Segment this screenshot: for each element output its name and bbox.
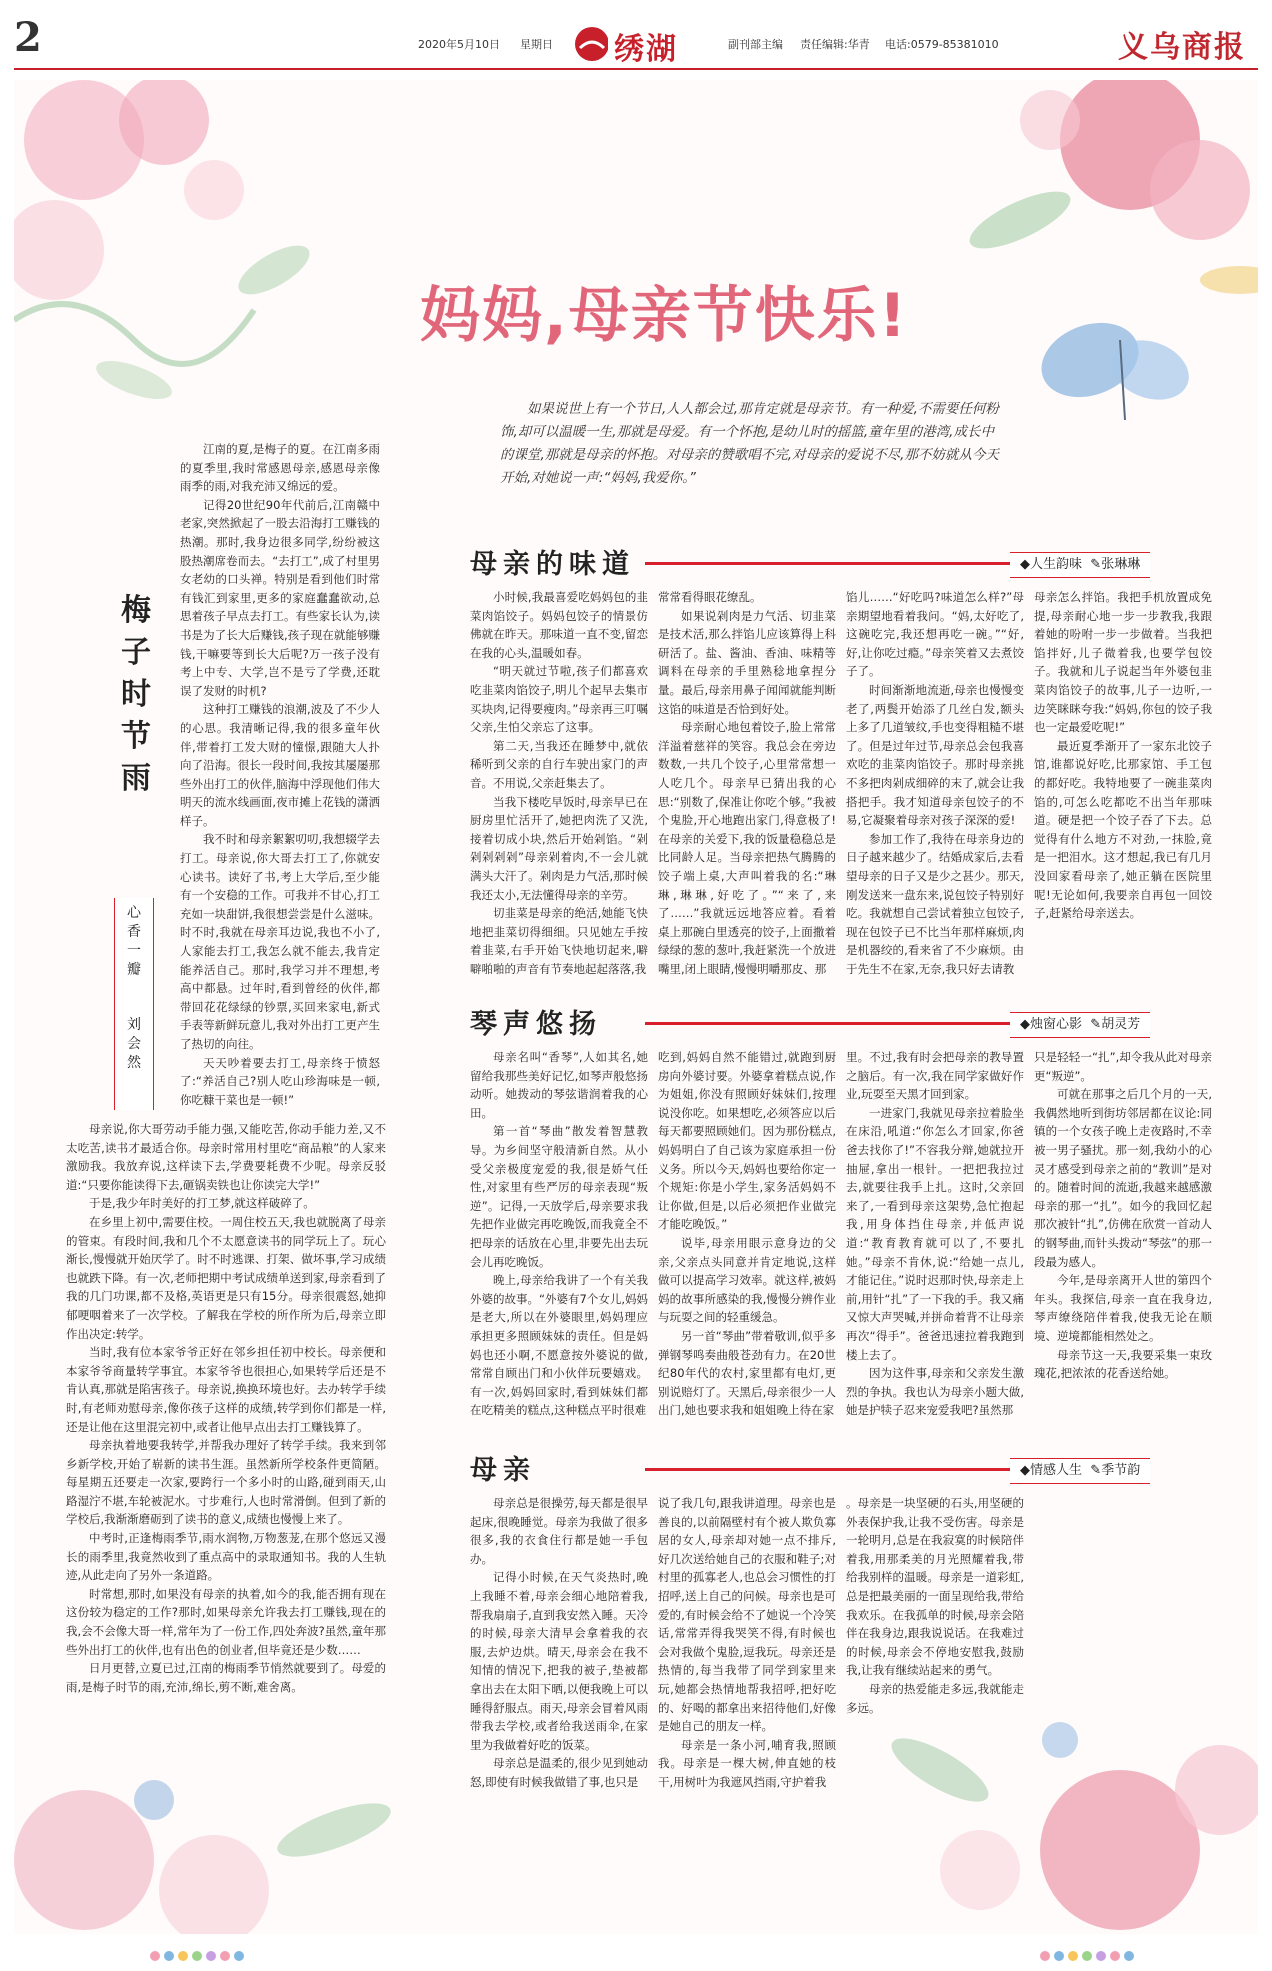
paragraph: 于是,我少年时美好的打工梦,就这样破碎了。	[89, 1196, 315, 1211]
paragraph: 另一首“琴曲”带着敬训,似乎多弹钢琴鸣奏曲般苍劲有力。在20世纪80年代的农村,家里都有电灯,更别说赔灯了。天黑后,母亲很少一人出门,她也要求我和姐姐晚上待在家	[658, 1328, 836, 1418]
paragraph: 里。不过,我有时会把母亲的教导置之脑后。有一次,我在同学家做好作业,玩耍至天黑才回到家。	[846, 1050, 1024, 1102]
paragraph: 如果说剁肉是力气活、切韭菜是技术活,那么拌馅儿应该算得上科研活了。盐、酱油、香油、味精等调料在母亲的手里熟稔地拿捏分量。最后,母亲用鼻子闻闻就能判断这馅的味道是否恰到好处。	[658, 608, 836, 716]
page-number: 2	[14, 14, 42, 61]
paragraph: 参加工作了,我待在母亲身边的日子越来越少了。结婚成家后,去看望母亲的日子又是少之甚少。那天,刚发送来一盘东来,说包饺子特别好吃。我就想自己尝试着独立包饺子,现在包饺子已不比当年那样麻烦,肉是机器绞的,看来省了不少麻烦。由于先生不在家,无奈,我只好去请教	[846, 831, 1024, 976]
footer-dot-icon	[234, 1951, 244, 1961]
paragraph: 母亲节这一天,我要采集一束玫瑰花,把浓浓的花香送给她。	[1034, 1347, 1212, 1381]
article-1-column-4	[1034, 588, 1212, 923]
paragraph: 母亲执着地要我转学,并帮我办理好了转学手续。我来到邻乡新学校,开始了崭新的读书生涯。虽然新所学校条件更简陋。每星期五还要走一次家,要跨行一个多小时的山路,碰到雨天,山路湿泞不堪,车轮被泥水。寸步难行,人也时常滑倒。但到了新的学校后,我渐渐磨砺到了读书的意义,成绩也慢慢上来了。	[66, 1438, 386, 1527]
paragraph: 时间渐渐地流逝,母亲也慢慢变老了,两鬓开始添了几丝白发,额头上多了几道皱纹,手也变得粗糙不堪了。但是过年过节,母亲总会包我喜欢吃的韭菜肉馅饺子。那时母亲挑不多把肉剁成细碎的末了,就会让我搭把手。我才知道母亲包饺子的不易,它凝聚着母亲对孩子深深的爱!	[846, 682, 1024, 828]
paragraph: 最近夏季渐开了一家东北饺子馆,谁都说好吃,比那家馆、手工包的都好吃。我特地要了一碗韭菜肉馅的,可怎么吃都吃不出当年那味道。硬是把一个饺子吞了下去。总觉得有什么地方不对劲,一抹脸,竟是一把泪水。这才想起,我已有几月没回家看母亲了,她正躺在医院里呢!无论如何,我要亲自再包一回饺子,赶紧给母亲送去。	[1034, 738, 1212, 921]
paragraph: 。母亲是一块坚硬的石头,用坚硬的外表保护我,让我不受伤害。母亲是一轮明月,总是在我寂寞的时候陪伴着我,用那柔美的月光照耀着我,带给我别样的温暖。母亲是一道彩虹,总是把最美丽的一面呈现给我,带给我欢乐。在我孤单的时候,母亲会陪伴在我身边,跟我说说话。在我难过的时候,母亲会不停地安慰我,鼓励我,让我有继续站起来的勇气。	[846, 1496, 1024, 1678]
header-rule	[14, 68, 1258, 70]
side-column-name: 心香一瓣	[127, 905, 141, 978]
page-header	[0, 0, 1272, 78]
article-1-rule	[645, 562, 1010, 565]
paragraph: 因为这件事,母亲和父亲发生激烈的争执。我也认为母亲小题大做,她是护犊子忍来宠爱我吧?虽然那	[846, 1366, 1024, 1418]
footer-dot-icon	[206, 1951, 216, 1961]
paragraph: 一进家门,我就见母亲拉着脸坐在床沿,吼道:“你怎么才回家,你爸爸去找你了!”不容我分辩,她就拉开抽屉,拿出一根针。一把把我拉过去,就要往我手上扎。这时,父亲回来了,一看到母亲这架势,急忙抱起我,用身体挡住母亲,并低声说道:“教育教育就可以了,不要扎她。”母亲不肯休,说:“给她一点儿,才能记住。”说时迟那时快,母亲走上前,用针“扎”了一下我的手。我又痛又惊大声哭喊,并拼命着背不让母亲再次“得手”。爸爸迅速拉着我跑到楼上去了。	[846, 1105, 1024, 1362]
article-3-column: 情感人生	[1030, 1463, 1083, 1478]
flower-top-left-icon	[14, 80, 354, 500]
footer-dot-icon	[150, 1951, 160, 1961]
article-1-title: 母亲的味道	[470, 549, 635, 580]
paragraph: 在乡里上初中,需要住校。一周住校五天,我也就脱离了母亲的管束。有段时间,我和几个不太愿意读书的同学玩上了。玩心渐长,慢慢就开始厌学了。时不时逃课、打架、做坏事,学习成绩也就跌下降。有一次,老师把期中考试成绩单送到家,母亲看到了我的几门功课,都不及格,英语更是只有15分。母亲很震怒,她抑郁哽咽着来了一次学校。了解我在学校的所作所为后,母亲立即作出决定:转学。	[66, 1214, 386, 1341]
paragraph: 吃到,妈妈自然不能错过,就跑到厨房向外婆讨要。外婆拿着糕点说,作为姐姐,你没有照顾好妹妹们,按理说没你吃。如果想吃,必须答应以后每天都要照顾她们。因为那份糕点,妈妈明白了自己该为家庭承担一份义务。所以今天,妈妈也要给你定一个规矩:你是小学生,家务活妈妈不让你做,但是,以后必须把作业做完才能吃晚饭。”	[658, 1050, 836, 1232]
chief-editor: 副刊部主编	[728, 38, 783, 51]
article-2-author: 胡灵芳	[1101, 1017, 1141, 1032]
paragraph: 第二天,当我还在睡梦中,就依稀听到父亲的自行车驶出家门的声音。不用说,父亲赶集去了。	[470, 738, 648, 790]
article-3-title: 母亲	[470, 1455, 536, 1486]
paragraph: 江南的夏,是梅子的夏。在江南多雨的夏季里,我时常感恩母亲,感恩母亲像雨季的雨,对我充沛又绵远的爱。	[180, 442, 380, 494]
article-2-rule	[645, 1022, 1010, 1025]
flower-bottom-left-icon	[14, 1740, 434, 1934]
paragraph: 馅儿……“好吃吗?味道怎么样?”母亲期望地看着我问。“妈,太好吃了,这碗吃完,我还想再吃一碗。”“好,好,让你吃过瘾。”母亲笑着又去煮饺子了。	[846, 590, 1024, 679]
article-1-header	[470, 540, 1206, 580]
feature-intro: 如果说世上有一个节日,人人都会过,那肯定就是母亲节。有一种爱,不需要任何粉饰,却可以温暖一生,那就是母爱。有一个怀抱,是幼儿时的摇篮,童年里的港湾,成长中的课堂,那就是母亲的怀抱。对母亲的赞歌唱不完,对母亲的爱说不尽,那不妨就从今天开始,对她说一声:“妈妈,我爱你。”	[500, 401, 999, 486]
paragraph: 今年,是母亲离开人世的第四个年头。我探信,母亲一直在我身边,琴声缭绕陪伴着我,使我无论在顺境、逆境都能相然处之。	[1034, 1273, 1212, 1343]
editor-phone: 电话:0579-85381010	[885, 38, 999, 51]
paragraph: 母亲的热爱能走多远,我就能走多远。	[846, 1681, 1024, 1715]
article-1-column-3	[846, 588, 1024, 978]
feature-title: 妈妈,母亲节快乐!	[420, 281, 909, 351]
paragraph: 当时,我有位本家爷爷正好在邻乡担任初中校长。母亲便和本家爷爷商量转学事宜。本家爷爷也很担心,如果转学后还是不肯认真,那就是陷害孩子。母亲说,换换环境也好。去办转学手续时,有老师劝慰母亲,像你孩子这样的成绩,转学到你们都是一样,还是让他在这里混完初中,或者让他早点出去打工赚钱算了。	[66, 1345, 386, 1434]
paragraph: 记得小时候,在天气炎热时,晚上我睡不着,母亲会细心地陪着我,帮我扇扇子,直到我安然入睡。天冷的时候,母亲大清早会拿着我的衣服,去炉边烘。晴天,母亲会在我不知情的情况下,把我的被子,垫被都拿出去在太阳下晒,以便我晚上可以睡得舒服点。雨天,母亲会冒着风雨带我去学校,或者给我送雨伞,在家里为我做着好吃的饭菜。	[470, 1570, 648, 1752]
article-1-column: 人生韵味	[1030, 557, 1083, 572]
footer-dot-icon	[1054, 1951, 1064, 1961]
footer-dot-icon	[1068, 1951, 1078, 1961]
paragraph: 母亲总是温柔的,很少见到她动怒,即使有时候我做错了事,也只是	[470, 1756, 648, 1789]
side-article-column-bottom	[66, 1120, 386, 1696]
article-2-column-1	[470, 1048, 648, 1420]
paragraph: 母亲说,你大哥劳动手能力强,又能吃苦,你动手能力差,又不太吃苦,读书才最适合你。母亲时常用村里吃“商品粮”的人家来激励我。我放弃说,这样读下去,学费要耗费不少呢。母亲反驳道:“只要你能读得下去,砸锅卖铁也让你读完大学!”	[66, 1122, 386, 1192]
article-3-author: 季节韵	[1101, 1463, 1141, 1478]
paragraph: 天天吵着要去打工,母亲终于愤怒了:“养活自己?别人吃山珍海味是一顿,你吃糠干菜也是一顿!”	[180, 1055, 380, 1107]
article-2-byline: ◆烛窗心影 ✎胡灵芳	[1010, 1012, 1150, 1038]
footer-dot-icon	[178, 1951, 188, 1961]
responsible-editor: 责任编辑:华青	[800, 38, 870, 51]
paragraph: 母亲名叫“香琴”,人如其名,她留给我那些美好记忆,如琴声般悠扬动听。她拨动的琴弦谐润着我的心田。	[470, 1050, 648, 1120]
article-3-column-1	[470, 1494, 648, 1792]
article-3-byline: ◆情感人生 ✎季节韵	[1010, 1458, 1150, 1484]
article-2-column-4	[1034, 1048, 1212, 1383]
paragraph: 小时候,我最喜爱吃妈妈包的韭菜肉馅饺子。妈妈包饺子的情景仿佛就在昨天。那味道一直不变,留恋在我的心头,温暖如春。	[470, 590, 648, 660]
paragraph: 这种打工赚钱的浪潮,波及了不少人的心思。我清晰记得,我的很多童年伙伴,带着打工发大财的憧憬,跟随大人扑向了沿海。很长一段时间,我按其屡屡那些外出打工的伙伴,脑海中浮现他们伟大明天的流水线画面,夜市摊上花钱的潇洒样子。	[180, 702, 380, 828]
footer-dot-icon	[1096, 1951, 1106, 1961]
paragraph: 记得20世纪90年代前后,江南赣中老家,突然掀起了一股去沿海打工赚钱的热潮。那时,我身边很多同学,纷纷被这股热潮席卷而去。“去打工”,成了村里男女老幼的口头禅。特别是看到他们时常有钱汇到家里,更多的家庭蠢蠢欲动,总思着孩子早点去打工。有些家长认为,读书是为了长大后赚钱,孩子现在就能够赚钱,干嘛要等到长大后呢?万一孩子没有考上中专、大学,岂不是亏了学费,还耽误了发财的时机?	[180, 497, 380, 698]
section-name: 绣湖	[614, 32, 678, 67]
article-3-rule	[645, 1468, 1010, 1471]
footer-dots-right	[1040, 1946, 1138, 1962]
paragraph: 日月更替,立夏已过,江南的梅雨季节悄然就要到了。母爱的雨,是梅子时节的雨,充沛,绵长,剪不断,难舍离。	[66, 1661, 386, 1694]
article-2-column-2	[658, 1048, 836, 1420]
paragraph: 母亲怎么拌馅。我把手机放置成免提,母亲耐心地一步一步教我,我跟着她的吩咐一步一步做着。当我把馅拌好,儿子微着我,也要学包饺子。我就和儿子说起当年外婆包韭菜肉馅饺子的故事,儿子一边听,一边笑眯眯夸我:“妈妈,你包的饺子我也一定最爱吃呢!”	[1034, 590, 1212, 735]
paragraph: 当我下楼吃早饭时,母亲早已在厨房里忙活开了,她把肉洗了又洗,接着切成小块,然后开始剁馅。“剁剁剁剁剁”母亲剁着肉,不一会儿就满头大汗了。剁肉是力气活,那时候我还太小,无法懂得母亲的辛劳。	[470, 794, 648, 902]
paragraph: 第一首“琴曲”散发着智慧教导。为乡间坚守般清新自然。从小受父亲极度宠爱的我,很是娇气任性,对家里有些严厉的母亲表现“叛逆”。记得,一天放学后,母亲要求我先把作业做完再吃晚饭,而我竟全不把母亲的话放在心里,非要先出去玩会儿再吃晚饭。	[470, 1124, 648, 1269]
article-2-column: 烛窗心影	[1030, 1017, 1083, 1032]
article-2-column-3	[846, 1048, 1024, 1420]
paragraph: 常常看得眼花缭乱。	[658, 590, 762, 604]
side-article-author: 刘会然	[127, 1017, 141, 1071]
newspaper-name: 义乌商报	[1118, 30, 1246, 65]
issue-weekday: 星期日	[520, 38, 553, 51]
paragraph: 晚上,母亲给我讲了一个有关我外婆的故事。“外婆有7个女儿,妈妈是老大,所以在外婆眼里,妈妈理应承担更多照顾妹妹的责任。但是妈妈也还小啊,不愿意按外婆说的做,常常自顾出门和小伙伴玩要嬉戏。有一次,妈妈回家时,看到妹妹们都在吃精美的糕点,这种糕点平时很难	[470, 1273, 648, 1418]
article-1-column-1	[470, 588, 648, 978]
paragraph: 可就在那事之后几个月的一天,我偶然地听到街坊邻居都在议论:同镇的一个女孩子晚上走夜路时,不幸被一男子骚扰。那一刻,我幼小的心灵才感受到母亲之前的“教训”是对的。随着时间的流逝,我越来越感激母亲的那一“扎”。如今的我回忆起那次被针“扎”,仿佛在欣赏一首动人的钢琴曲,而针头拨动“琴弦”的那一段最为感人。	[1034, 1087, 1212, 1269]
footer-dot-icon	[1124, 1951, 1134, 1961]
article-2-title: 琴声悠扬	[470, 1009, 602, 1040]
footer-dot-icon	[1110, 1951, 1120, 1961]
footer-dots-left	[150, 1946, 248, 1962]
article-3-column-3	[846, 1494, 1024, 1717]
paragraph: 切韭菜是母亲的绝活,她能飞快地把韭菜切得细细。只见她左手按着韭菜,右手开始飞快地切起来,噼噼啪啪的声音有节奏地起起落落,我	[470, 906, 648, 976]
article-2-header	[470, 1000, 1206, 1040]
paragraph: 只是轻轻一“扎”,却令我从此对母亲更“叛逆”。	[1034, 1050, 1212, 1083]
article-1-column-2	[658, 588, 836, 978]
footer-dot-icon	[192, 1951, 202, 1961]
article-3-header	[470, 1446, 1206, 1486]
paragraph: 中考时,正逢梅雨季节,雨水润物,万物葱茏,在那个悠远又漫长的雨季里,我竟然收到了重点高中的录取通知书。我的人生轨迹,从此走向了另外一条道路。	[66, 1531, 386, 1583]
issue-date: 2020年5月10日	[418, 38, 500, 51]
butterfly-icon	[1010, 300, 1240, 440]
article-3-column-2	[658, 1494, 836, 1792]
flower-bottom-right-icon	[860, 1700, 1258, 1934]
footer-dot-icon	[1040, 1951, 1050, 1961]
side-article-title: 梅子时节雨	[121, 593, 151, 796]
paragraph: 说毕,母亲用眼示意身边的父亲,父亲点头同意并肯定地说,这样做可以提高学习效率。就这样,被妈妈的故事所感染的我,慢慢分辨作业与玩耍之间的轻重缓急。	[658, 1235, 836, 1325]
article-1-byline: ◆人生韵味 ✎张琳琳	[1010, 552, 1150, 578]
footer-dot-icon	[220, 1951, 230, 1961]
footer-dot-icon	[164, 1951, 174, 1961]
paragraph: 母亲总是很操劳,每天都是很早起床,很晚睡觉。母亲为我做了很多很多,我的衣食住行都是她一手包办。	[470, 1496, 648, 1566]
side-article-byline	[114, 898, 154, 1110]
paragraph: “明天就过节啦,孩子们都喜欢吃韭菜肉馅饺子,明儿个起早去集市买块肉,记得要瘦肉。”母亲再三叮嘱父亲,生怕父亲忘了这事。	[470, 664, 648, 735]
side-article-column-top	[180, 440, 380, 1109]
footer-dot-icon	[1082, 1951, 1092, 1961]
paragraph: 时常想,那时,如果没有母亲的执着,如今的我,能否拥有现在这份较为稳定的工作?那时,如果母亲允许我去打工赚钱,现在的我,会不会像大哥一样,常年为了一份工作,四处奔波?虽然,童年那些外出打工的伙伴,也有出色的创业者,但毕竟还是少数……	[66, 1586, 386, 1657]
article-1-author: 张琳琳	[1101, 557, 1141, 572]
paragraph: 母亲耐心地包着饺子,脸上常常洋溢着慈祥的笑容。我总会在旁边数数,一共几个饺子,心里常常想一人吃几个。母亲早已猜出我的心思:“别数了,保准让你吃个够。”我被个鬼脸,开心地跑出家门,得意极了!在母亲的关爱下,我的饭量稳稳总是比同龄人足。当母亲把热气腾腾的饺子端上桌,大声叫着我的名:“琳琳,琳琳,好吃了。”“来了,来了……”我就远远地答应着。看着桌上那碗白里透亮的饺子,上面撒着绿绿的葱的葱叶,我赶紧洗一个放进嘴里,闭上眼睛,慢慢明嚼那皮、那	[658, 720, 836, 976]
paragraph: 母亲是一条小河,哺育我,照顾我。母亲是一棵大树,伸直她的枝干,用树叶为我遮风挡雨,守护着我	[658, 1737, 836, 1789]
paragraph: 我不时和母亲絮絮叨叨,我想辍学去打工。母亲说,你大哥去打工了,你就安心读书。读好了书,考上大学后,至少能有一个安稳的工作。可我并不甘心,打工充如一块甜饼,我很想尝尝是什么滋味。时不时,我就在母亲耳边说,我也不小了,人家能去打工,我怎么就不能去,我肯定能养活自己。那时,我学习并不理想,考高中都悬。过年时,看到曾经的伙伴,都带回花花绿绿的钞票,买回来家电,新式手表等新鲜玩意儿,我对外出打工更产生了热切的向往。	[180, 832, 380, 1051]
paragraph: 说了我几句,跟我讲道理。母亲也是善良的,以前隔壁村有个被人欺负寡居的女人,母亲却对她一点不排斥,好几次送给她自己的衣服和鞋子;对村里的孤寡老人,也总会习惯性的打招呼,送上自己的问候。母亲也是可爱的,有时候会给不了她说一个冷笑话,常常弄得我哭笑不得,有时候也会对我做个鬼脸,逗我玩。母亲还是热情的,每当我带了同学到家里来玩,她都会热情地帮我招呼,把好吃的、好喝的都拿出来招待他们,好像是她自己的朋友一样。	[658, 1496, 836, 1734]
